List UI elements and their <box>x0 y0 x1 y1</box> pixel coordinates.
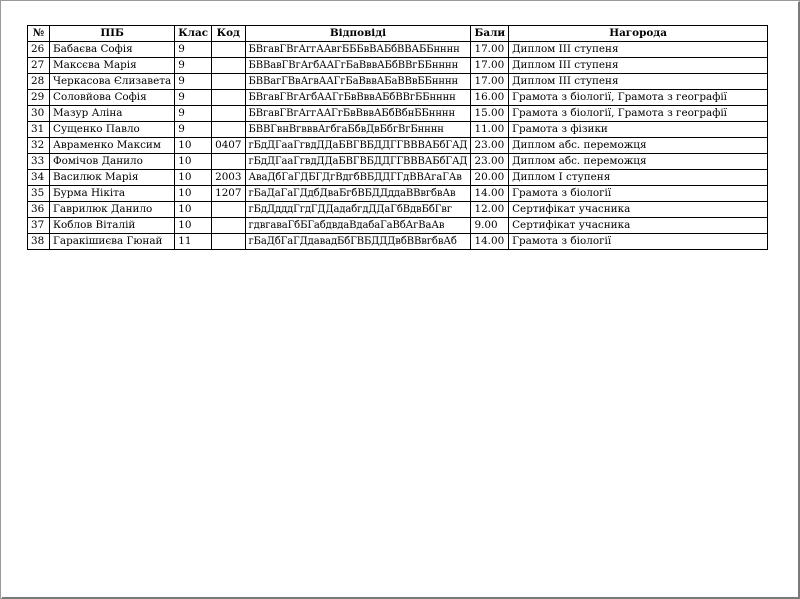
cell-class: 9 <box>175 122 212 138</box>
cell-answers: БВгавГВгАгбААГгБвВввАБбВВгББнннн <box>245 90 471 106</box>
cell-award: Диплом абс. переможця <box>509 138 768 154</box>
cell-award: Грамота з біології, Грамота з географії <box>509 90 768 106</box>
cell-class: 9 <box>175 106 212 122</box>
cell-answers: гБдДГааГгвдДДаБВГВБДДГГВВВАБбГАД <box>245 154 471 170</box>
header-answers: Відповіді <box>245 26 471 42</box>
cell-answers: БВгавГВгАггААГгБвВввАБбВбнББнннн <box>245 106 471 122</box>
cell-code <box>212 42 245 58</box>
cell-class: 10 <box>175 138 212 154</box>
cell-class: 11 <box>175 234 212 250</box>
cell-answers: БВгавГВгАггААвгБББвВАБбВВАББнннн <box>245 42 471 58</box>
cell-num: 30 <box>28 106 50 122</box>
cell-num: 34 <box>28 170 50 186</box>
table-row <box>28 74 768 90</box>
cell-code <box>212 154 245 170</box>
cell-class: 10 <box>175 186 212 202</box>
table-row <box>28 58 768 74</box>
header-num: № <box>28 26 50 42</box>
cell-code: 1207 <box>212 186 245 202</box>
cell-score: 15.00 <box>471 106 509 122</box>
results-table <box>27 25 768 250</box>
cell-code <box>212 106 245 122</box>
cell-answers: гБаДаГаГДдбДваБгбВБДДддаВВвгбвАв <box>245 186 471 202</box>
table-row <box>28 90 768 106</box>
cell-score: 14.00 <box>471 234 509 250</box>
cell-code <box>212 202 245 218</box>
cell-score: 11.00 <box>471 122 509 138</box>
cell-code <box>212 58 245 74</box>
cell-num: 26 <box>28 42 50 58</box>
cell-answers: БВВавГВгАгбААГгБаВввАБбВВгББнннн <box>245 58 471 74</box>
cell-award: Сертифікат учасника <box>509 202 768 218</box>
header-row <box>28 26 768 42</box>
cell-award: Диплом ІІІ ступеня <box>509 74 768 90</box>
cell-class: 9 <box>175 58 212 74</box>
table-row <box>28 138 768 154</box>
cell-name: Фомічов Данило <box>50 154 175 170</box>
table-row <box>28 218 768 234</box>
cell-award: Грамота з біології <box>509 234 768 250</box>
cell-class: 10 <box>175 218 212 234</box>
cell-num: 35 <box>28 186 50 202</box>
cell-name: Авраменко Максим <box>50 138 175 154</box>
cell-award: Грамота з фізики <box>509 122 768 138</box>
cell-score: 17.00 <box>471 74 509 90</box>
cell-answers: гдвгаваГбБГабдвдаВдабаГаВбАгВаАв <box>245 218 471 234</box>
cell-award: Диплом ІІІ ступеня <box>509 58 768 74</box>
cell-award: Диплом І ступеня <box>509 170 768 186</box>
cell-award: Грамота з біології, Грамота з географії <box>509 106 768 122</box>
cell-code <box>212 122 245 138</box>
cell-answers: гБаДбГаГДдавадБбГВБДДДвбВВвгбвАб <box>245 234 471 250</box>
cell-award: Диплом ІІІ ступеня <box>509 42 768 58</box>
header-name: ПІБ <box>50 26 175 42</box>
cell-num: 31 <box>28 122 50 138</box>
table-row <box>28 122 768 138</box>
cell-num: 28 <box>28 74 50 90</box>
table-row <box>28 186 768 202</box>
cell-score: 14.00 <box>471 186 509 202</box>
cell-class: 9 <box>175 42 212 58</box>
cell-num: 38 <box>28 234 50 250</box>
cell-class: 10 <box>175 154 212 170</box>
cell-name: Гаврилюк Данило <box>50 202 175 218</box>
table-row <box>28 202 768 218</box>
cell-code <box>212 74 245 90</box>
header-class: Клас <box>175 26 212 42</box>
cell-score: 12.00 <box>471 202 509 218</box>
table-row <box>28 42 768 58</box>
cell-award: Грамота з біології <box>509 186 768 202</box>
table-row <box>28 154 768 170</box>
cell-class: 9 <box>175 90 212 106</box>
cell-score: 23.00 <box>471 138 509 154</box>
header-code: Код <box>212 26 245 42</box>
table-row <box>28 106 768 122</box>
cell-name: Соловйова Софія <box>50 90 175 106</box>
cell-name: Бабаєва Софія <box>50 42 175 58</box>
cell-award: Диплом абс. переможця <box>509 154 768 170</box>
cell-class: 10 <box>175 170 212 186</box>
cell-name: Мазур Аліна <box>50 106 175 122</box>
cell-num: 27 <box>28 58 50 74</box>
cell-name: Максєва Марія <box>50 58 175 74</box>
cell-answers: гБдДдддГгдГДДадабгдДДаГбВдвБбГвг <box>245 202 471 218</box>
cell-name: Бурма Нікіта <box>50 186 175 202</box>
cell-answers: БВВГвнВгвввАгбгаБбвДвБбгВгБнннн <box>245 122 471 138</box>
table-row <box>28 170 768 186</box>
cell-score: 16.00 <box>471 90 509 106</box>
cell-name: Гаракішиєва Гюнай <box>50 234 175 250</box>
cell-code <box>212 218 245 234</box>
cell-answers: БВВагГВвАгвААГгБаВввАБаВВвББнннн <box>245 74 471 90</box>
cell-name: Сущенко Павло <box>50 122 175 138</box>
cell-score: 20.00 <box>471 170 509 186</box>
table-row <box>28 234 768 250</box>
cell-name: Коблов Віталій <box>50 218 175 234</box>
cell-name: Черкасова Єлизавета <box>50 74 175 90</box>
cell-code: 0407 <box>212 138 245 154</box>
cell-num: 33 <box>28 154 50 170</box>
header-award: Нагорода <box>509 26 768 42</box>
cell-code <box>212 234 245 250</box>
cell-num: 37 <box>28 218 50 234</box>
cell-answers: АваДбГаГДБГДгВдгбВБДДГГдВВАгаГАв <box>245 170 471 186</box>
cell-num: 32 <box>28 138 50 154</box>
cell-score: 17.00 <box>471 42 509 58</box>
cell-score: 17.00 <box>471 58 509 74</box>
cell-num: 29 <box>28 90 50 106</box>
cell-code <box>212 90 245 106</box>
cell-score: 23.00 <box>471 154 509 170</box>
cell-code: 2003 <box>212 170 245 186</box>
cell-award: Сертифікат учасника <box>509 218 768 234</box>
header-score: Бали <box>471 26 509 42</box>
cell-class: 9 <box>175 74 212 90</box>
cell-name: Василюк Марія <box>50 170 175 186</box>
cell-score: 9.00 <box>471 218 509 234</box>
cell-num: 36 <box>28 202 50 218</box>
cell-answers: гБдДГааГгвдДДаБВГВБДДГГВВВАБбГАД <box>245 138 471 154</box>
cell-class: 10 <box>175 202 212 218</box>
